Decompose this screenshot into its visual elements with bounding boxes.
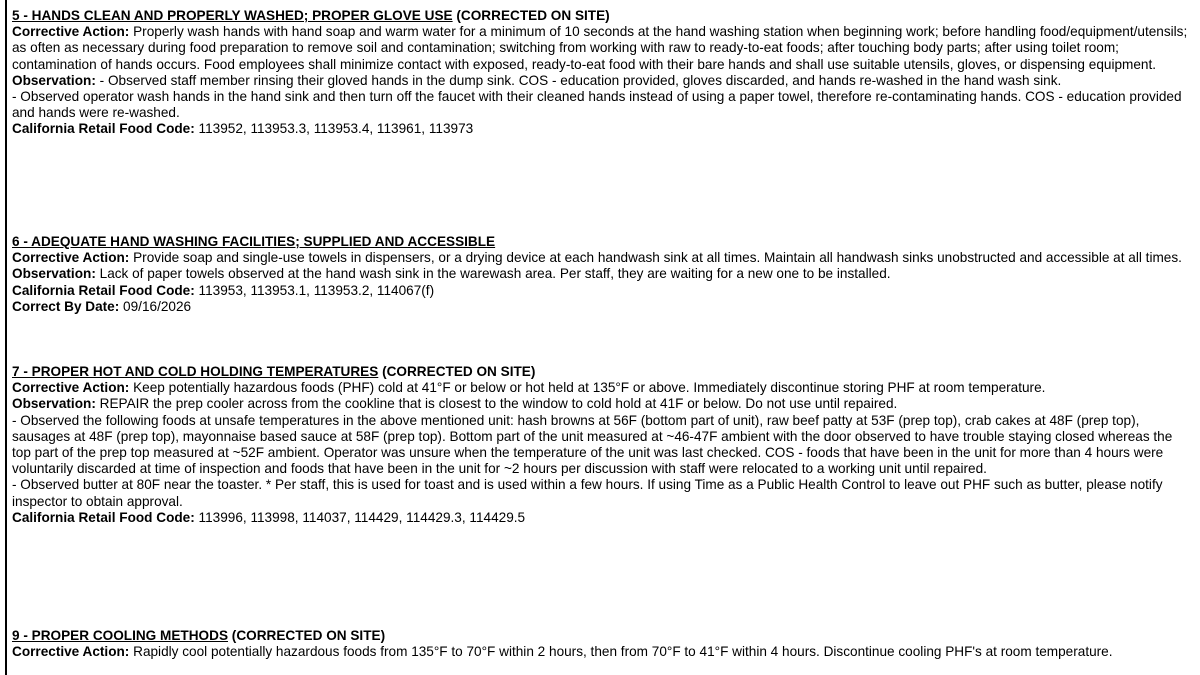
violation-section-7: [12, 364, 1188, 526]
violation-section-9: [12, 628, 1188, 660]
corrective-action-text: Provide soap and single-use towels in dispensers, or a drying device at each handwash sink at all times. Maintain all handwash sinks unobstructed and accessible at all times.: [129, 250, 1182, 266]
correct-by-date-value: 09/16/2026: [119, 298, 192, 314]
code-reference: [12, 121, 1188, 137]
corrective-action: [12, 24, 1188, 73]
observation-text: - Observed staff member rinsing their gloved hands in the dump sink. COS - education provided, gloves discarded, and hands re-washed in the hand wash sink.: [95, 72, 1062, 88]
corrective-action-text: Properly wash hands with hand soap and warm water for a minimum of 10 seconds at the hand washing station when beginning work; before handling food/equipment/utensils; as often as necessary during food preparation to remove soil and contamination; switching from working with raw to ready-to-eat foods; after touching body parts; after using toilet room; contamination of hands occurs. Food employees shall minimize contact with exposed, ready-to-eat food with their bare hands and shall use suitable utensils, gloves, or dispensing equipment.: [12, 24, 1188, 72]
section-heading-status: (CORRECTED ON SITE): [452, 8, 610, 23]
observation: [12, 396, 1188, 412]
observation-continued: - Observed the following foods at unsafe temperatures in the above mentioned unit: hash browns at 56F (bottom part of unit), raw beef patty at 53F (prep top), crab cakes at 48F (prep top), sausages at 48F (prep top), mayonnaise based sauce at 58F (prep top). Bottom part of the unit measured at ~46-47F ambient with the door observed to have trouble staying closed whereas the top part of the prep top measured at ~52F ambient. Operator was unsure when the temperature of the unit was last checked. COS - foods that have been in the unit for more than 4 hours were voluntarily discarded at time of inspection and foods that have been in the unit for ~2 hours per discussion with staff were relocated to a working unit until repaired.: [12, 412, 1173, 477]
corrective-action: [12, 380, 1188, 396]
section-heading-title: 6 - ADEQUATE HAND WASHING FACILITIES; SUPPLIED AND ACCESSIBLE: [12, 234, 496, 249]
code-reference-label: California Retail Food Code:: [12, 121, 195, 137]
code-reference-label: California Retail Food Code:: [12, 282, 195, 298]
observation-text: Lack of paper towels observed at the hand wash sink in the warewash area. Per staff, they are waiting for a new one to be installed.: [95, 266, 891, 282]
section-heading-status: (CORRECTED ON SITE): [228, 628, 386, 643]
section-heading-title: 5 - HANDS CLEAN AND PROPERLY WASHED; PROPER GLOVE USE: [12, 8, 453, 23]
corrective-action-label: Corrective Action:: [12, 644, 130, 660]
left-border-rule: [5, 0, 7, 675]
section-heading: [12, 8, 1188, 24]
observation-label: Observation:: [12, 396, 96, 412]
observation: [12, 266, 1188, 282]
corrective-action-label: Corrective Action:: [12, 250, 130, 266]
corrective-action-text: Rapidly cool potentially hazardous foods from 135°F to 70°F within 2 hours, then from 70°F to 41°F within 4 hours. Discontinue cooling PHF's at room temperature.: [129, 644, 1113, 660]
corrective-action-text: Keep potentially hazardous foods (PHF) cold at 41°F or below or hot held at 135°F or above. Immediately discontinue storing PHF at room temperature.: [129, 380, 1046, 396]
observation-continued: - Observed operator wash hands in the hand sink and then turn off the faucet with their cleaned hands instead of using a paper towel, therefore re-contaminating hands. COS - education provided and hands were re-washed.: [12, 89, 1182, 121]
observation-label: Observation:: [12, 72, 96, 88]
corrective-action-label: Corrective Action:: [12, 24, 130, 40]
observation-text: REPAIR the prep cooler across from the cookline that is closest to the window to cold hold at 41F or below. Do not use until repaired.: [95, 396, 898, 412]
code-reference-label: California Retail Food Code:: [12, 509, 195, 525]
section-heading: [12, 364, 1188, 380]
section-heading: [12, 234, 1188, 250]
observation: [12, 73, 1188, 89]
observation-label: Observation:: [12, 266, 96, 282]
section-heading: [12, 628, 1188, 644]
code-reference-text: 113996, 113998, 114037, 114429, 114429.3, 114429.5: [194, 509, 526, 525]
code-reference-text: 113953, 113953.1, 113953.2, 114067(f): [194, 282, 435, 298]
violation-section-5: [12, 8, 1188, 138]
code-reference: [12, 283, 1188, 299]
section-heading-title: 7 - PROPER HOT AND COLD HOLDING TEMPERATURES: [12, 364, 379, 379]
corrective-action: [12, 644, 1188, 660]
corrective-action-label: Corrective Action:: [12, 380, 130, 396]
correct-by-date-label: Correct By Date:: [12, 298, 120, 314]
violation-section-6: [12, 234, 1188, 315]
corrective-action: [12, 250, 1188, 266]
code-reference-text: 113952, 113953.3, 113953.4, 113961, 113973: [194, 121, 474, 137]
section-heading-title: 9 - PROPER COOLING METHODS: [12, 628, 229, 643]
observation-continued: - Observed butter at 80F near the toaster. * Per staff, this is used for toast and is used within a few hours. If using Time as a Public Health Control to leave out PHF such as butter, please notify inspector to obtain approval.: [12, 477, 1163, 509]
correct-by-date: [12, 299, 1188, 315]
code-reference: [12, 510, 1188, 526]
section-heading-status: (CORRECTED ON SITE): [378, 364, 536, 379]
